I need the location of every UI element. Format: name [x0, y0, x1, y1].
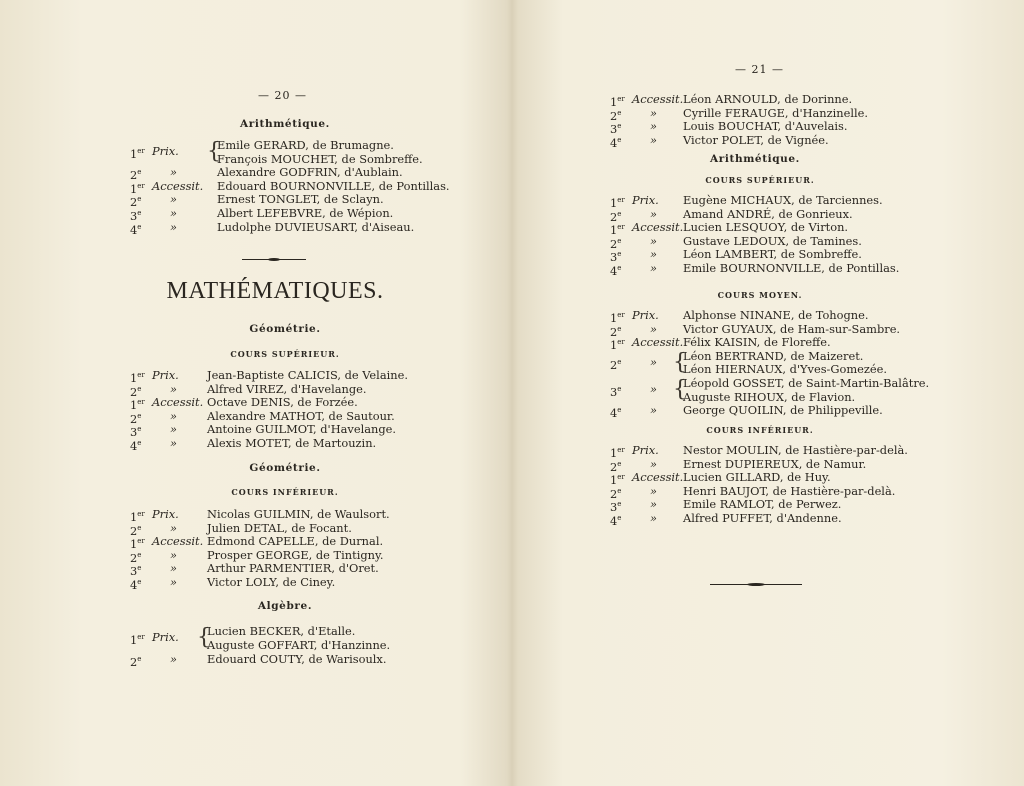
- brace-icon: {: [197, 625, 211, 650]
- section-title-arithmetique: Arithmétique.: [710, 153, 800, 165]
- student-name: Emile BOURNONVILLE, de Pontillas.: [683, 261, 900, 275]
- student-name: Félix KAISIN, de Floreffe.: [683, 335, 831, 350]
- award-rank: 1er: [130, 509, 145, 524]
- student-name: Edmond CAPELLE, de Durnal.: [207, 534, 384, 549]
- award-rank: 4e: [610, 405, 622, 420]
- student-name: Gustave LEDOUX, de Tamines.: [683, 233, 862, 248]
- award-label: »: [650, 403, 657, 418]
- student-name: George QUOILIN, de Philippeville.: [683, 403, 883, 418]
- award-rank: 2e: [130, 411, 142, 426]
- award-rank: 1er: [130, 536, 145, 551]
- award-label: »: [650, 105, 657, 120]
- award-label: »: [650, 206, 657, 221]
- student-name: Nicolas GUILMIN, de Waulsort.: [207, 507, 390, 521]
- student-name: Prosper GEORGE, de Tintigny.: [207, 547, 384, 562]
- course-label-superieur: COURS SUPÉRIEUR.: [230, 349, 340, 359]
- student-name: Nestor MOULIN, de Hastière-par-delà.: [683, 443, 908, 457]
- award-rank: 2e: [130, 550, 142, 565]
- award-rank: 2e: [610, 108, 622, 123]
- award-label: »: [170, 575, 177, 589]
- section-title-mathematiques: MATHÉMATIQUES.: [166, 278, 384, 304]
- student-name: Ludolphe DUVIEUSART, d'Aiseau.: [217, 219, 415, 234]
- award-label: »: [650, 382, 657, 396]
- student-name: Alexandre MATHOT, de Sautour.: [207, 408, 395, 423]
- brace-icon: {: [207, 139, 221, 164]
- student-name: Ernest TONGLET, de Sclayn.: [217, 192, 384, 207]
- award-label: Prix.: [152, 144, 179, 158]
- award-label: »: [170, 652, 177, 666]
- student-name: Alfred PUFFET, d'Andenne.: [683, 511, 842, 525]
- course-label-moyen: COURS MOYEN.: [717, 290, 803, 300]
- award-rank: 2e: [130, 167, 142, 182]
- award-label: Accessit.: [152, 534, 204, 549]
- student-name: Lucien LESQUOY, de Virton.: [683, 220, 849, 235]
- award-rank: 3e: [610, 384, 622, 399]
- student-name: Ernest DUPIEREUX, de Namur.: [683, 456, 867, 471]
- student-name: Henri BAUJOT, de Hastière-par-delà.: [683, 483, 896, 498]
- award-rank: 3e: [610, 121, 622, 136]
- award-label: Accessit.: [152, 395, 204, 410]
- brace-icon: {: [673, 377, 687, 402]
- award-rank: 1er: [130, 146, 145, 161]
- student-name: Amand ANDRÉ, de Gonrieux.: [683, 206, 853, 221]
- award-label: »: [650, 261, 657, 275]
- course-label-superieur: COURS SUPÉRIEUR.: [705, 175, 815, 185]
- award-rank: 3e: [130, 208, 142, 223]
- student-name: Arthur PARMENTIER, d'Oret.: [207, 561, 379, 576]
- ornament-divider: [242, 258, 306, 261]
- right-page: [605, 0, 930, 786]
- award-label: »: [650, 321, 657, 336]
- award-rank: 4e: [610, 513, 622, 528]
- student-name: Eugène MICHAUX, de Tarciennes.: [683, 193, 883, 207]
- student-name: Louis BOUCHAT, d'Auvelais.: [683, 119, 848, 134]
- award-label: »: [650, 233, 657, 248]
- award-label: »: [170, 561, 177, 576]
- award-label: Prix.: [632, 193, 659, 207]
- student-name: Léon LAMBERT, de Sombreffe.: [683, 247, 862, 262]
- award-label: »: [170, 422, 177, 437]
- left-page: [120, 0, 450, 786]
- award-rank: 4e: [130, 222, 142, 237]
- course-label-inferieur: COURS INFÉRIEUR.: [706, 425, 814, 435]
- student-name: Julien DETAL, de Focant.: [207, 520, 352, 535]
- award-rank: 2e: [610, 357, 622, 372]
- award-label: Accessit.: [632, 470, 684, 485]
- award-label: »: [650, 483, 657, 498]
- award-label: »: [170, 547, 177, 562]
- award-rank: 4e: [130, 438, 142, 453]
- student-name: Alfred VIREZ, d'Havelange.: [207, 381, 367, 396]
- award-label: »: [170, 219, 177, 234]
- award-rank: 2e: [610, 209, 622, 224]
- award-rank: 1er: [610, 310, 625, 325]
- award-rank: 1er: [610, 337, 625, 352]
- award-label: »: [650, 132, 657, 147]
- award-rank: 2e: [610, 324, 622, 339]
- student-name: Emile RAMLOT, de Perwez.: [683, 497, 842, 512]
- award-rank: 1er: [130, 397, 145, 412]
- award-rank: 1er: [130, 370, 145, 385]
- student-name: Antoine GUILMOT, d'Havelange.: [207, 422, 397, 437]
- page-number: — 21 —: [735, 63, 784, 76]
- award-label: Prix.: [632, 308, 659, 322]
- award-rank: 2e: [130, 654, 142, 669]
- student-name: Edouard BOURNONVILLE, de Pontillas.: [217, 178, 450, 193]
- award-label: »: [650, 497, 657, 512]
- course-label-inferieur: COURS INFÉRIEUR.: [231, 487, 339, 497]
- student-name: Emile GERARD, de Brumagne.: [217, 138, 394, 152]
- award-label: Accessit.: [632, 335, 684, 350]
- award-label: Prix.: [152, 368, 179, 382]
- award-label: Prix.: [152, 630, 179, 644]
- award-label: »: [650, 511, 657, 525]
- award-rank: 3e: [130, 564, 142, 579]
- student-name: Victor POLET, de Vignée.: [683, 132, 829, 147]
- award-label: »: [650, 119, 657, 134]
- student-name: Léopold GOSSET, de Saint-Martin-Balâtre.: [683, 376, 930, 390]
- award-rank: 1er: [610, 94, 625, 109]
- award-label: Prix.: [152, 507, 179, 521]
- award-rank: 4e: [130, 577, 142, 592]
- award-label: Prix.: [632, 443, 659, 457]
- student-name: Léon BERTRAND, de Maizeret.: [683, 348, 864, 363]
- section-title-arithmetique: Arithmétique.: [240, 118, 330, 130]
- student-name: Alexis MOTET, de Martouzin.: [207, 436, 377, 450]
- award-label: Accessit.: [632, 92, 684, 106]
- award-rank: 1er: [610, 222, 625, 237]
- student-name: Edouard COUTY, de Warisoulx.: [207, 652, 387, 666]
- award-rank: 2e: [130, 384, 142, 399]
- student-name: Léon ARNOULD, de Dorinne.: [683, 92, 853, 106]
- award-label: »: [170, 206, 177, 220]
- award-label: Accessit.: [152, 178, 204, 193]
- award-label: »: [170, 381, 177, 396]
- page-number: — 20 —: [258, 89, 307, 102]
- award-rank: 3e: [130, 425, 142, 440]
- award-rank: 1er: [130, 632, 145, 647]
- student-name: Lucien BECKER, d'Etalle.: [207, 624, 356, 638]
- student-name: Jean-Baptiste CALICIS, de Velaine.: [207, 368, 408, 382]
- award-rank: 4e: [610, 135, 622, 150]
- ornament-divider: [710, 583, 802, 586]
- student-name: Victor GUYAUX, de Ham-sur-Sambre.: [683, 321, 901, 336]
- award-rank: 1er: [610, 445, 625, 460]
- student-name: Auguste GOFFART, d'Hanzinne.: [207, 638, 391, 652]
- award-label: »: [650, 354, 657, 369]
- student-name: Victor LOLY, de Ciney.: [207, 575, 336, 589]
- student-name: Alexandre GODFRIN, d'Aublain.: [217, 165, 403, 180]
- award-rank: 1er: [610, 195, 625, 210]
- brace-icon: {: [673, 349, 687, 375]
- award-rank: 4e: [610, 263, 622, 278]
- student-name: Octave DENIS, de Forzée.: [207, 395, 358, 410]
- award-rank: 2e: [610, 459, 622, 474]
- section-title-geometrie-inf: Géométrie.: [249, 462, 321, 474]
- student-name: Lucien GILLARD, de Huy.: [683, 470, 831, 485]
- award-label: »: [650, 456, 657, 471]
- award-rank: 1er: [130, 181, 145, 196]
- award-label: »: [170, 408, 177, 423]
- student-name: Alphonse NINANE, de Tohogne.: [683, 308, 869, 322]
- student-name: Albert LEFEBVRE, de Wépion.: [217, 206, 394, 220]
- student-name: Léon HIERNAUX, d'Yves-Gomezée.: [683, 362, 888, 377]
- award-rank: 3e: [610, 500, 622, 515]
- award-rank: 2e: [610, 486, 622, 501]
- award-rank: 1er: [610, 472, 625, 487]
- award-label: »: [170, 192, 177, 207]
- section-title-algebre: Algèbre.: [257, 600, 313, 612]
- award-rank: 2e: [130, 523, 142, 538]
- award-label: Accessit.: [632, 220, 684, 235]
- award-label: »: [170, 436, 177, 450]
- student-name: François MOUCHET, de Sombreffe.: [217, 151, 423, 166]
- award-rank: 2e: [610, 236, 622, 251]
- award-rank: 3e: [610, 250, 622, 265]
- award-label: »: [170, 520, 177, 535]
- award-label: »: [170, 165, 177, 180]
- student-name: Cyrille FERAUGE, d'Hanzinelle.: [683, 105, 869, 120]
- award-rank: 2e: [130, 195, 142, 210]
- section-title-geometrie-sup: Géométrie.: [249, 323, 321, 335]
- award-label: »: [650, 247, 657, 262]
- student-name: Auguste RIHOUX, de Flavion.: [683, 389, 856, 404]
